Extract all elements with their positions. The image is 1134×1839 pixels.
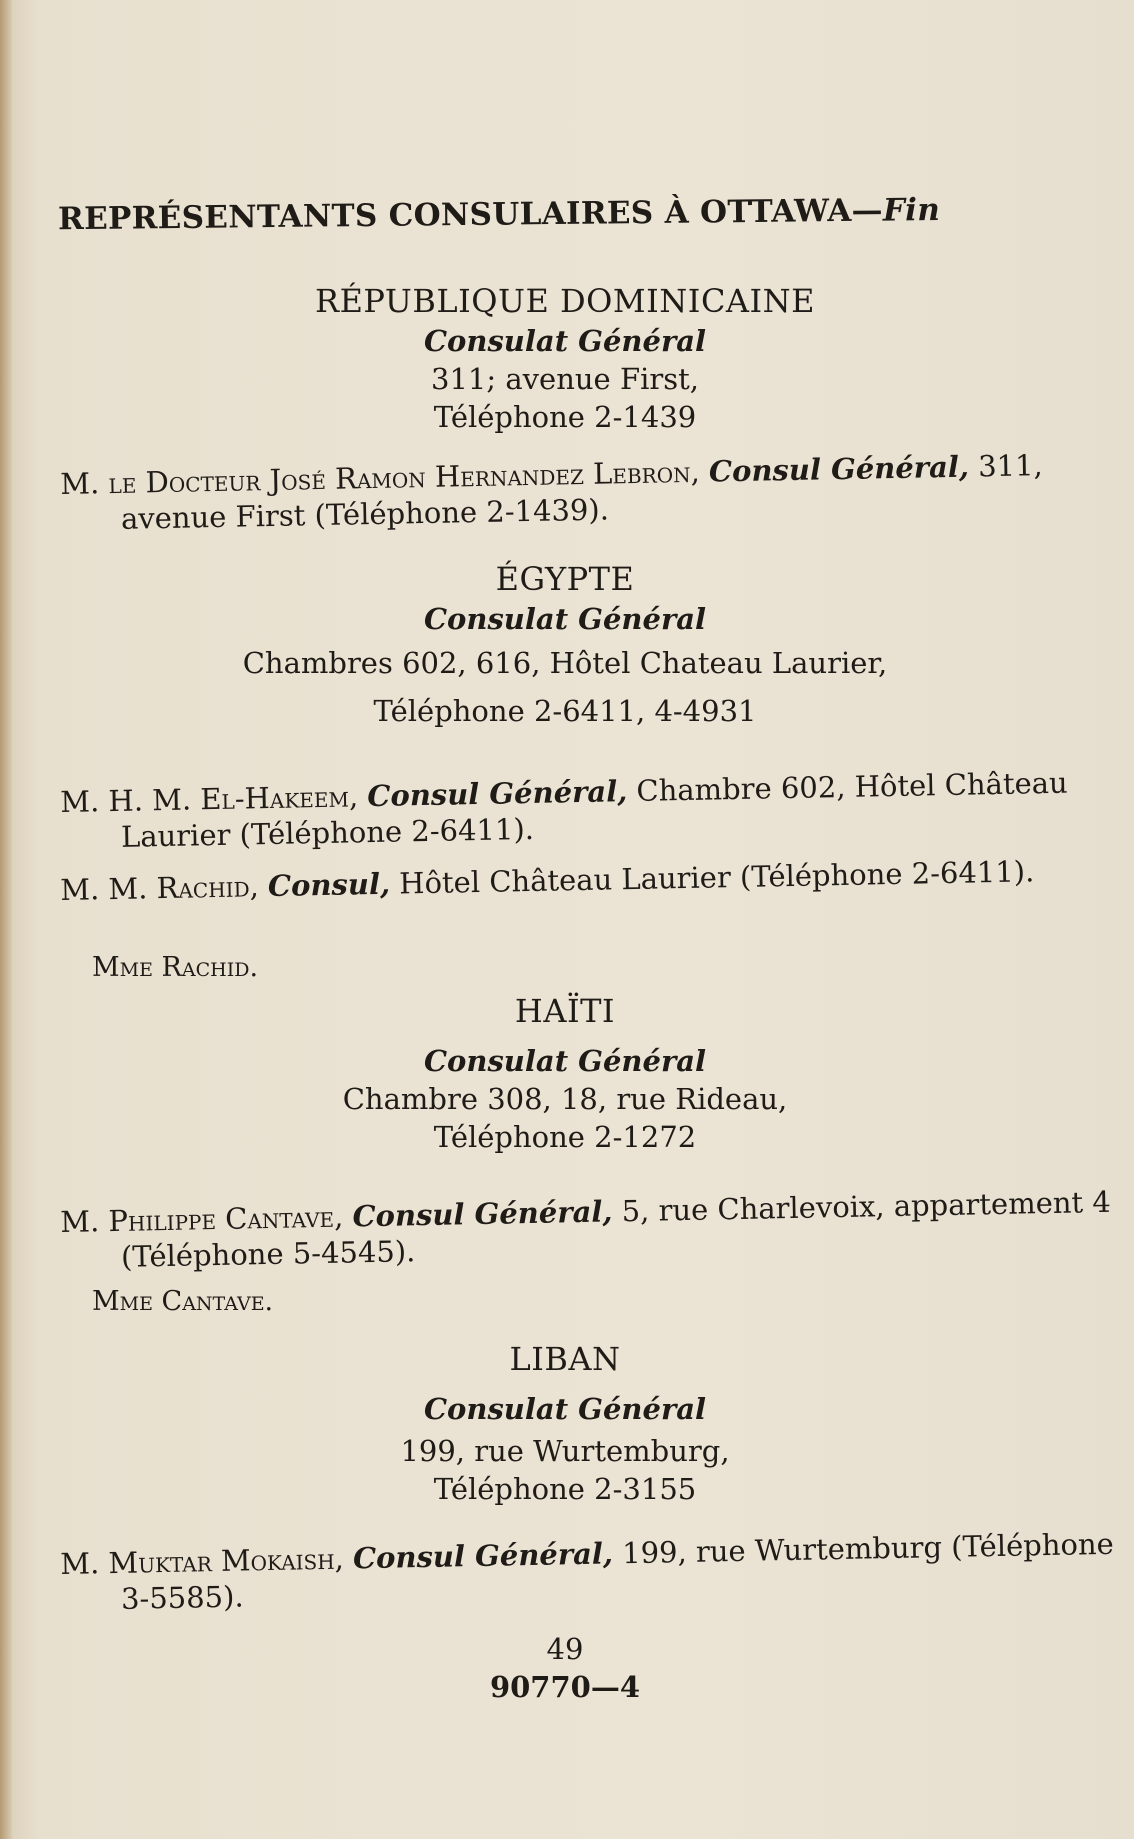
page-header <box>58 191 1058 237</box>
entry-details: 5, rue Charlevoix, appartement 4 (Téléphone 5-4545). <box>120 1184 1112 1274</box>
entry-consul <box>60 445 1131 538</box>
entry-name: Muktar Mokaish, <box>108 1541 345 1581</box>
page-number: 49 <box>546 1632 584 1666</box>
header-title: REPRÉSENTANTS CONSULAIRES À OTTAWA— <box>57 192 884 238</box>
entry-title: Consul Général, <box>352 1194 613 1234</box>
address-line: 199, rue Wurtemburg, <box>400 1434 730 1468</box>
address-line: 311; avenue First, <box>431 362 699 396</box>
entry-consul-general <box>60 1525 1131 1618</box>
entry-title: Consul, <box>267 866 391 904</box>
entry-consul <box>60 851 1130 908</box>
entry-title: Consul Général, <box>352 1536 614 1576</box>
country-heading: RÉPUBLIQUE DOMINICAINE <box>314 282 816 320</box>
entry-title: Consul Général, <box>708 449 970 489</box>
header-suffix: Fin <box>882 191 941 229</box>
print-code: 90770—4 <box>489 1670 641 1704</box>
consulate-label: Consulat Général <box>423 602 707 636</box>
phone-line: Téléphone 2-6411, 4-4931 <box>373 694 757 728</box>
phone-line: Téléphone 2-1439 <box>433 400 697 434</box>
entry-consul-general <box>60 763 1131 856</box>
entry-prefix: M. <box>60 784 100 819</box>
phone-line: Téléphone 2-1272 <box>433 1120 697 1154</box>
consulate-label: Consulat Général <box>423 324 707 358</box>
entry-details: Chambre 602, Hôtel Château Laurier (Téléphone 2-6411). <box>120 765 1068 854</box>
entry-title: Consul Général, <box>367 774 628 814</box>
entry-name: Philippe Cantave, <box>108 1199 344 1239</box>
entry-name: H. M. El-Hakeem, <box>108 779 359 819</box>
entry-prefix: M. <box>60 1546 100 1581</box>
page-footer <box>60 1630 1070 1706</box>
phone-line: Téléphone 2-3155 <box>433 1472 697 1506</box>
consulate-label: Consulat Général <box>423 1044 707 1078</box>
section-lebanon <box>60 1340 1070 1508</box>
page-edge <box>0 0 12 1839</box>
spouse-line: Mme Rachid. <box>92 952 259 983</box>
entry-prefix: M. <box>60 466 100 501</box>
address-line: Chambres 602, 616, Hôtel Chateau Laurier, <box>242 646 888 680</box>
section-dominican-republic <box>60 282 1070 436</box>
section-haiti <box>60 992 1070 1156</box>
country-heading: ÉGYPTE <box>495 560 635 598</box>
entry-name: le Docteur José Ramon Hernandez Lebron, <box>108 454 701 501</box>
entry-consul-general <box>60 1183 1131 1276</box>
entry-details: Hôtel Château Laurier (Téléphone 2-6411). <box>398 854 1035 901</box>
country-heading: HAÏTI <box>514 992 616 1030</box>
section-egypt <box>60 560 1070 730</box>
entry-prefix: M. <box>60 1204 100 1239</box>
entry-name: M. Rachid, <box>108 869 260 907</box>
spouse-line: Mme Cantave. <box>92 1286 274 1317</box>
entry-prefix: M. <box>60 872 100 907</box>
address-line: Chambre 308, 18, rue Rideau, <box>342 1082 788 1116</box>
entry-details: 199, rue Wurtemburg (Téléphone 3-5585). <box>120 1526 1115 1616</box>
country-heading: LIBAN <box>509 1340 621 1378</box>
consulate-label: Consulat Général <box>423 1392 707 1426</box>
entry-details: 311, avenue First (Téléphone 2-1439). <box>120 448 1044 536</box>
